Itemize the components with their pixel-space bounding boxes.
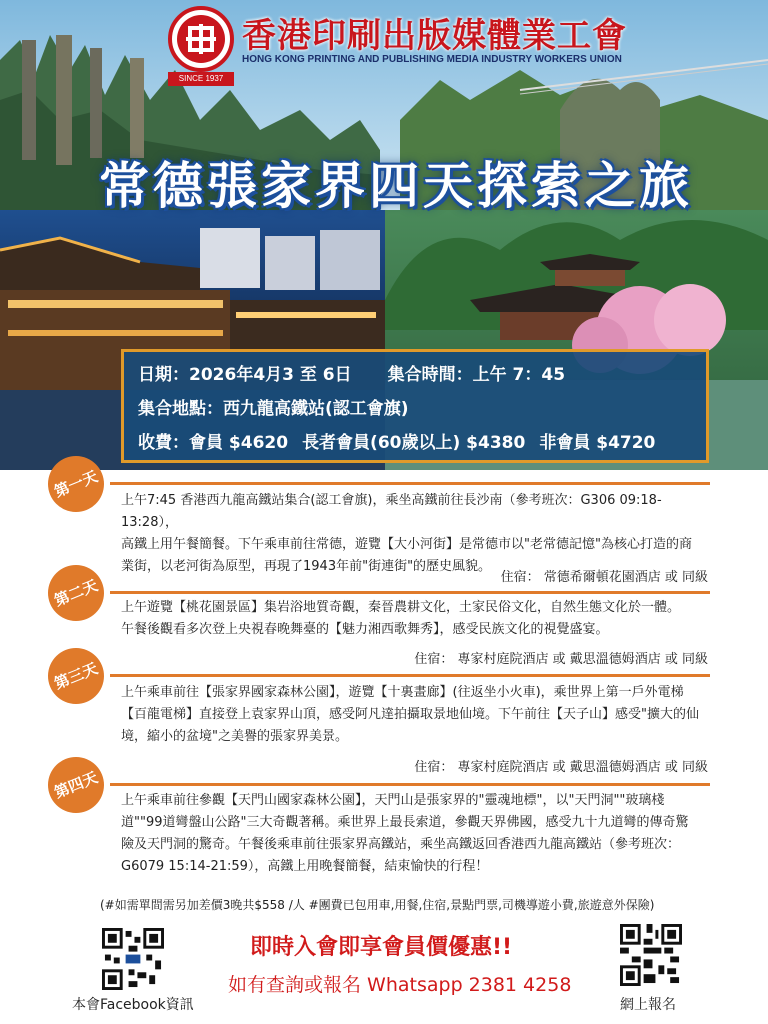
day-1-accommodation: 住宿： 常德希爾頓花園酒店 或 同級	[500, 570, 708, 585]
day-1-divider	[110, 482, 710, 485]
day-4-line-3: 險及天門洞的驚奇。午餐後乘車前往張家界高鐵站，乘坐高鐵返回香港西九龍高鐵站（參考班次：	[121, 837, 681, 852]
union-emblem-icon	[168, 6, 234, 72]
logo-since: SINCE 1937	[168, 72, 234, 86]
day-2-description	[121, 597, 711, 641]
day-3-accommodation: 住宿： 專家村庭院酒店 或 戴思溫德姆酒店 或 同級	[414, 760, 708, 775]
fee-member: 會員 $4620	[189, 433, 289, 453]
day-3-description	[121, 682, 711, 748]
tour-date: 日期：2026年4月3 至 6日	[138, 365, 352, 385]
signup-qr-label: 網上報名	[620, 997, 676, 1013]
day-2-accommodation: 住宿： 專家村庭院酒店 或 戴思溫德姆酒店 或 同級	[414, 652, 708, 667]
day-3-divider	[110, 674, 710, 677]
union-chinese-name: 香港印刷出版媒體業工會	[242, 16, 627, 56]
day-1-line-1: 上午7:45 香港西九龍高鐵站集合(認工會旗)，乘坐高鐵前往長沙南（參考班次：G306 09:18-13:28），	[121, 493, 662, 530]
day-3-badge: 第三天	[40, 640, 113, 713]
day-4-description	[121, 790, 711, 878]
date-time-row	[138, 358, 692, 392]
day-3-line-2: 【百龍電梯】直接登上袁家界山頂，感受阿凡達拍攝取景地仙境。下午前往【天子山】感受"擴大的仙	[121, 707, 699, 722]
day-2-line-2: 午餐後觀看多次登上央視春晚舞臺的【魅力湘西歌舞秀】，感受民族文化的視覺盛宴。	[121, 622, 609, 637]
fee-senior: 長者會員(60歲以上) $4380	[302, 433, 526, 453]
day-4-divider	[110, 783, 710, 786]
day-1-line-2: 高鐵上用午餐簡餐。下午乘車前往常德，遊覽【大小河街】是常德市以"老常德記憶"為核心打造的商	[121, 537, 692, 552]
day-1-description	[121, 490, 711, 578]
day-2-line-1: 上午遊覽【桃花園景區】集岩浴地質奇觀，秦晉農耕文化，土家民俗文化，自然生態文化於一體。	[121, 600, 681, 615]
day-2-divider	[110, 591, 710, 594]
day-3-line-3: 境，縮小的盆境"之美譽的張家界美景。	[121, 729, 348, 744]
day-2-badge: 第二天	[40, 557, 113, 630]
day-4-line-1: 上午乘車前往參觀【天門山國家森林公園】，天門山是張家界的"靈魂地標"，以"天門洞""玻璃棧	[121, 793, 665, 808]
union-logo	[168, 6, 627, 88]
price-note: (#如需單間需另加差價3晚共$558 /人 #團費已包用車,用餐,住宿,景點門票,司機導遊小費,旅遊意外保險)	[100, 898, 655, 912]
day-3-line-1: 上午乘車前往【張家界國家森林公園】，遊覽【十裏畫廊】(往返坐小火車)，乘世界上第一戶外電梯	[121, 685, 684, 700]
tour-info-box	[121, 349, 709, 463]
day-4-line-4: G6079 15:14-21:59），高鐵上用晚餐簡餐，結束愉快的行程！	[121, 859, 489, 874]
day-1-badge: 第一天	[40, 448, 113, 521]
fee-non-member: 非會員 $4720	[539, 433, 656, 453]
tour-title: 常德張家界四天探索之旅	[99, 157, 693, 215]
facebook-qr-code-icon[interactable]	[102, 928, 164, 990]
fee-label: 收費：	[138, 433, 189, 453]
membership-promo: 即時入會即享會員價優惠!!	[250, 935, 513, 960]
day-4-badge: 第四天	[40, 749, 113, 822]
gather-time: 集合時間：上午 7：45	[387, 365, 566, 385]
signup-qr-code-icon[interactable]	[620, 924, 682, 986]
whatsapp-contact: 如有查詢或報名 Whatsapp 2381 4258	[228, 974, 572, 996]
day-4-line-2: 道""99道彎盤山公路"三大奇觀著稱。乘世界上最長索道，參觀天界佛國，感受九十九道彎的傳奇驚	[121, 815, 689, 830]
fee-row	[138, 426, 692, 460]
facebook-qr-label: 本會Facebook資訊	[72, 997, 194, 1013]
day-1-line-3: 業街，以老河街為原型，再現了1943年前"街連街"的歷史風貌。	[121, 559, 492, 574]
union-english-name: HONG KONG PRINTING AND PUBLISHING MEDIA INDUSTRY WORKERS UNION	[242, 54, 622, 65]
gather-place: 集合地點：西九龍高鐵站(認工會旗)	[138, 399, 409, 419]
